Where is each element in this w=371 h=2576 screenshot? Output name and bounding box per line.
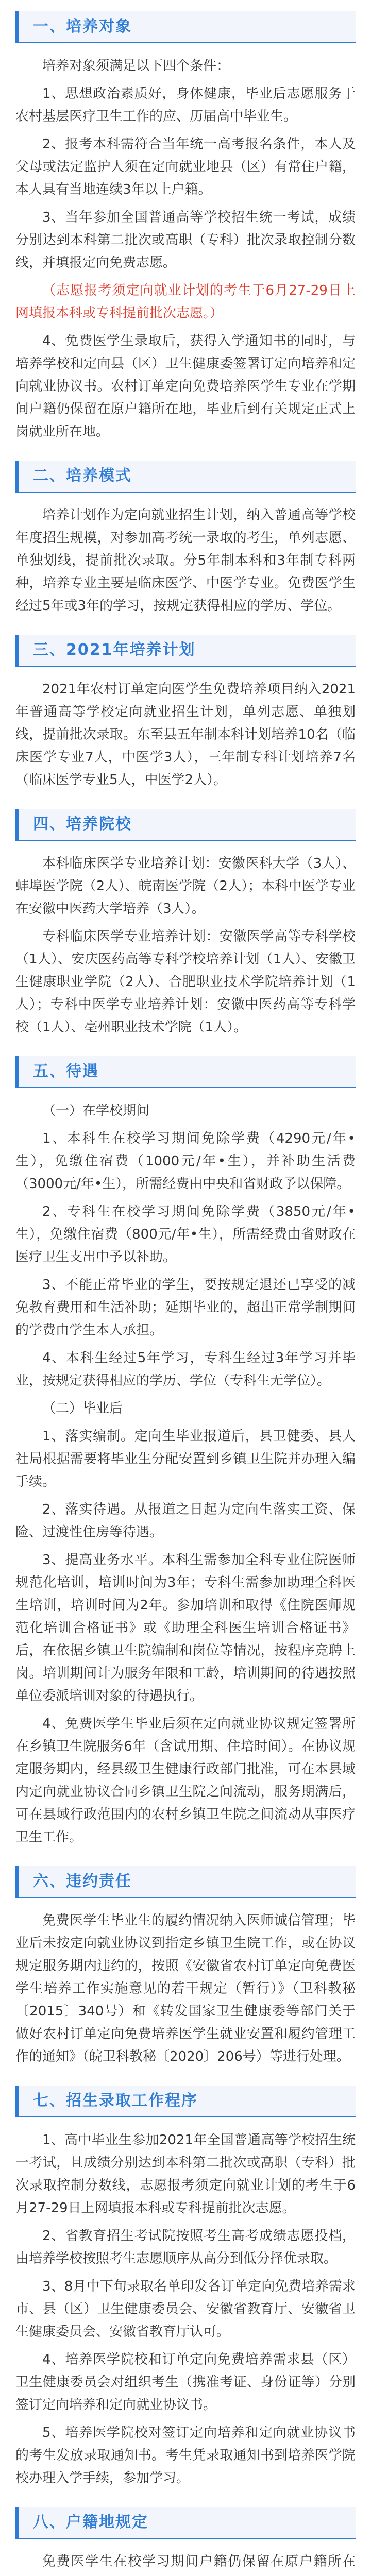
section-header <box>15 461 356 493</box>
section-title: 五、待遇 <box>33 1062 99 1080</box>
section-breach-liability <box>15 1866 356 2068</box>
paragraph: 3、8月中下旬录取名单印发各订单定向免费培养需求市、县（区）卫生健康委员会、安徽省教育厅、安徽省卫生健康委员会、安徽省教育厅认可。 <box>15 2279 356 2340</box>
paragraph: 1、落实编制。定向生毕业报道后，县卫健委、县人社局根据需要将毕业生分配安置到乡镇卫生院并办理入编手续。 <box>15 1429 356 1489</box>
section-header <box>15 635 356 667</box>
paragraph: 2、报考本科需符合当年统一高考报名条件，本人及父母或法定监护人须在定向就业地县（区）有常住户籍，本人具有当地连续3年以上户籍。 <box>15 137 356 197</box>
paragraph: 免费医学生在校学习期间户籍仍保留在原户籍所在 <box>42 2554 356 2569</box>
section-title: 三、2021年培养计划 <box>33 641 196 659</box>
section-admission-procedure <box>15 2086 356 2489</box>
paragraph: 1、思想政治素质好，身体健康，毕业后志愿服务于农村基层医疗卫生工作的应、历届高中毕业生。 <box>15 86 356 124</box>
paragraph: 3、提高业务水平。本科生需参加全科专业住院医师规范化培训，培训时间为3年；专科生需参加助理全科医生培训，培训时间为2年。参加培训和取得《住院医师规范化培训合格证书》或《助理全科医生培训合格证书》后，在依据乡镇卫生院编制和岗位等情况，按程序竞聘上岗。培训期间计为服务年限和工龄，培训期间的待遇按照单位委派培训对象的待遇执行。 <box>15 1552 356 1704</box>
paragraph: 1、高中毕业生参加2021年全国普通高等学校招生统一考试，且成绩分别达到本科第二批次或高职（专科）批次录取控制分数线，志愿报考须定向就业计划的考生于6月27-29日上网填报本科或专科提前批次志愿。 <box>15 2132 356 2216</box>
subheading: （二）毕业后 <box>42 1401 123 1416</box>
section-title: 一、培养对象 <box>33 18 132 36</box>
section-header <box>15 1056 356 1088</box>
paragraph: 2021年农村订单定向医学生免费培养项目纳入2021年普通高等学校定向就业招生计划，单列志愿、单独划线，提前批次录取。东至县五年制本科计划培养10名（临床医学专业7人，中医学3人），三年制专科计划培养7名（临床医学专业5人，中医学2人）。 <box>15 682 356 788</box>
paragraph: 1、本科生在校学习期间免除学费（4290元/年•生），免缴住宿费（1000元/年•生），并补助生活费（3000元/年•生），所需经费由中央和省财政予以保障。 <box>15 1131 356 1192</box>
paragraph: 5、培养医学院校对签订定向培养和定向就业协议书的考生发放录取通知书。考生凭录取通知书到培养医学院校办理入学手续，参加学习。 <box>15 2425 356 2486</box>
paragraph: 本科临床医学专业培养计划：安徽医科大学（3人）、蚌埠医学院（2人）、皖南医学院（2人）；本科中医学专业在安徽中医药大学培养（3人）。 <box>15 856 356 917</box>
highlight-note: （志愿报考须定向就业计划的考生于6月27-29日上网填报本科或专科提前批次志愿。） <box>15 283 356 321</box>
paragraph: 免费医学生毕业生的履约情况纳入医师诚信管理；毕业后未按定向就业协议到指定乡镇卫生院工作，或在协议规定服务期内违约的，按照《安徽省农村订单定向免费医学生培养工作实施意见的若干规定（暂行）》（卫科教秘〔2015〕340号）和《转发国家卫生健康委等部门关于做好农村订单定向免费培养医学生就业安置和履约管理工作的通知》（皖卫科教秘〔2020〕206号）等进行处理。 <box>15 1913 356 2064</box>
paragraph: 2、省教育招生考试院按照考生高考成绩志愿投档，由培养学校按照考生志愿顺序从高分到低分择优录取。 <box>15 2228 356 2266</box>
section-title: 四、培养院校 <box>33 815 132 833</box>
section-title: 二、培养模式 <box>33 467 132 485</box>
paragraph: 培养计划作为定向就业招生计划，纳入普通高等学校年度招生规模，对参加高考统一录取的考生，单列志愿、单独划线，提前批次录取。分5年制本科和3年制专科两种，培养专业主要是临床医学、中医学专业。免费医学生经过5年或3年的学习，按规定获得相应的学历、学位。 <box>15 507 356 614</box>
section-training-mode <box>15 461 356 617</box>
section-header <box>15 1866 356 1898</box>
paragraph: 培养对象须满足以下四个条件： <box>42 58 230 74</box>
paragraph: 4、免费医学生毕业后须在定向就业协议规定签署所在乡镇卫生院服务6年（含试用期、住培时间）。在协议规定服务期内，经县级卫生健康行政部门批准，可在本县域内定向就业协议合同乡镇卫生院之间流动，服务期满后，可在县域行政范围内的农村乡镇卫生院之间流动从事医疗卫生工作。 <box>15 1716 356 1845</box>
paragraph: 3、不能正常毕业的学生，要按规定退还已享受的减免教育费用和生活补助；延期毕业的，超出正常学制期间的学费由学生本人承担。 <box>15 1277 356 1338</box>
section-title: 六、违约责任 <box>33 1872 132 1890</box>
section-2021-plan <box>15 635 356 791</box>
section-training-institutions <box>15 809 356 1039</box>
section-header <box>15 2507 356 2539</box>
paragraph: 3、当年参加全国普通高等学校招生统一考试，成绩分别达到本科第二批次或高职（专科）批次录取控制分数线，并填报定向免费志愿。 <box>15 210 356 270</box>
paragraph: 2、专科生在校学习期间免除学费（3850元/年•生），免缴住宿费（800元/年•生），所需经费由省财政在医疗卫生支出中予以补助。 <box>15 1204 356 1265</box>
section-header <box>15 11 356 43</box>
paragraph: 专科临床医学专业培养计划：安徽医学高等专科学校（1人）、安庆医药高等专科学校培养计划（1人）、安徽卫生健康职业学院（2人）、合肥职业技术学院培养计划（1人）；专科中医学专业培养计划：安徽中医药高等专科学校（1人）、亳州职业技术学院（1人）。 <box>15 929 356 1035</box>
paragraph: 4、本科生经过5年学习，专科生经过3年学习并毕业，按规定获得相应的学历、学位（专科生无学位）。 <box>15 1350 356 1388</box>
section-title: 七、招生录取工作程序 <box>33 2092 198 2110</box>
section-benefits <box>15 1056 356 1849</box>
subheading: （一）在学校期间 <box>42 1103 150 1118</box>
paragraph: 4、培养医学院校和订单定向免费培养需求县（区）卫生健康委员会对组织考生（携准考证、身份证等）分别签订定向培养和定向就业协议书。 <box>15 2352 356 2413</box>
paragraph: 2、落实待遇。从报道之日起为定向生落实工资、保险、过渡性住房等待遇。 <box>15 1502 356 1540</box>
paragraph: 4、免费医学生录取后，获得入学通知书的同时，与培养学校和定向县（区）卫生健康委签署订定向培养和定向就业协议书。农村订单定向免费培养医学生专业在学期间户籍仍保留在原户籍所在地，毕业后到有关规定正式上岗就业所在地。 <box>15 333 356 439</box>
section-header <box>15 809 356 841</box>
section-header <box>15 2086 356 2117</box>
section-training-targets <box>15 11 356 443</box>
section-title: 八、户籍地规定 <box>33 2513 148 2531</box>
section-household-registration <box>15 2507 356 2576</box>
